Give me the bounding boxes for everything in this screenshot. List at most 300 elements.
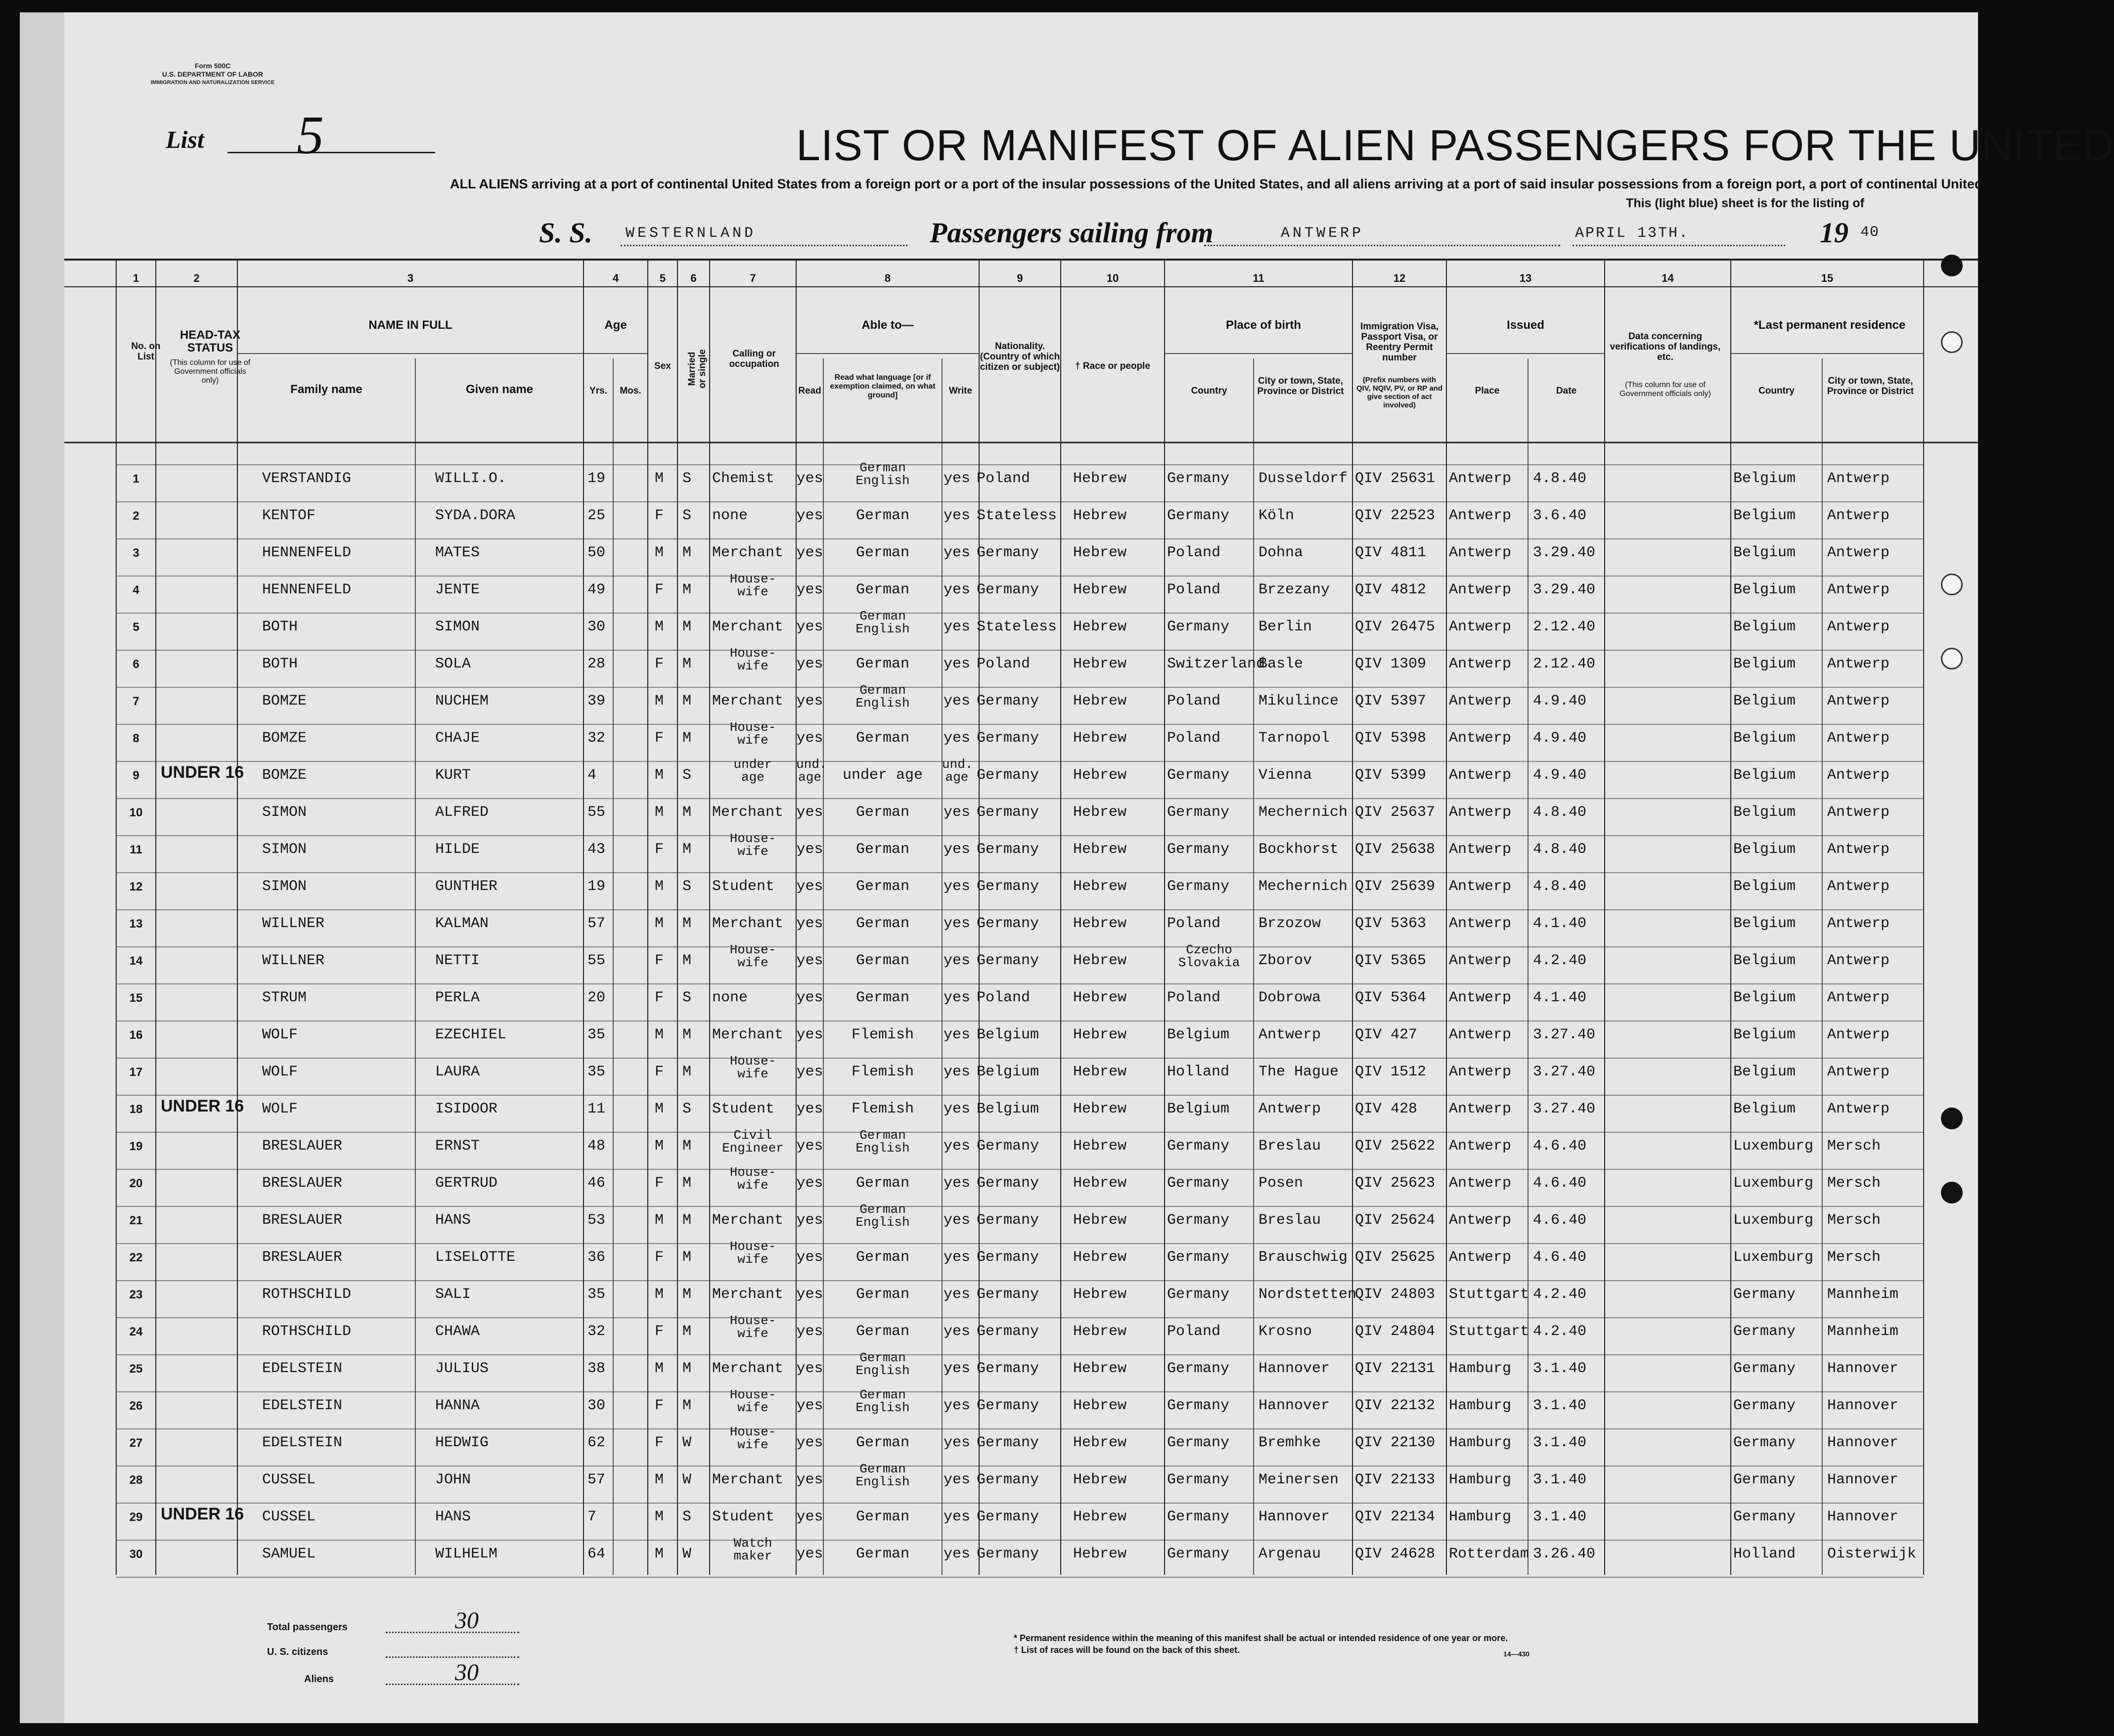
cell-visa: QIV 25631 (1355, 470, 1436, 487)
cell-idate: 2.12.40 (1533, 619, 1596, 635)
binder-hole (1941, 574, 1963, 595)
form-code: 14—430 (1503, 1650, 1529, 1658)
cell-visa: QIV 5364 (1355, 989, 1427, 1006)
cell-visa: QIV 26475 (1355, 619, 1436, 635)
cell-iplace: Antwerp (1449, 1064, 1512, 1080)
cell-tax: UNDER 16 (161, 1097, 244, 1115)
cell-age: 49 (587, 581, 606, 598)
total-aliens: 30 (455, 1659, 479, 1686)
cell-ms: M (682, 1138, 692, 1155)
cell-no: 30 (129, 1548, 143, 1561)
cell-bcity: Krosno (1259, 1323, 1312, 1340)
cell-rcity: Antwerp (1827, 544, 1890, 561)
cell-race: Hebrew (1073, 1064, 1127, 1080)
cell-ms: W (682, 1434, 692, 1451)
cell-ms: M (682, 1360, 692, 1377)
header-issued-place: Place (1475, 386, 1500, 396)
cell-iplace: Antwerp (1449, 1101, 1512, 1117)
cell-write: yes (943, 656, 970, 672)
cell-occ: Merchant (712, 1286, 784, 1303)
cell-lang: German (855, 1175, 910, 1192)
cell-visa: QIV 427 (1355, 1026, 1418, 1043)
cell-age: 35 (587, 1286, 606, 1303)
cell-rcountry: Holland (1733, 1546, 1796, 1562)
cell-family: SIMON (262, 841, 307, 858)
cell-nat: Germany (977, 693, 1039, 710)
cell-given: PERLA (435, 989, 480, 1006)
list-number: 5 (297, 105, 324, 165)
cell-sex: M (655, 878, 664, 895)
cell-family: HENNENFELD (262, 581, 352, 598)
cell-given: JOHN (435, 1471, 471, 1488)
cell-sex: M (655, 544, 664, 561)
cell-race: Hebrew (1073, 804, 1127, 821)
table-row (20, 1239, 1978, 1283)
cell-age: 53 (587, 1212, 606, 1229)
table-row (20, 1098, 1978, 1135)
cell-bcountry: Germany (1167, 1360, 1230, 1377)
aliens-line (386, 1684, 519, 1685)
cell-occ: Student (712, 1101, 775, 1117)
cell-age: 20 (587, 989, 606, 1006)
cell-read: yes (796, 1509, 823, 1525)
table-row (20, 831, 1978, 875)
table-row (20, 801, 1978, 838)
cell-rcity: Mannheim (1827, 1323, 1899, 1340)
cell-given: ISIDOOR (435, 1101, 498, 1117)
cell-bcountry: Germany (1167, 1434, 1230, 1451)
cell-rcountry: Luxemburg (1733, 1212, 1814, 1229)
cell-given: KALMAN (435, 915, 489, 932)
cell-visa: QIV 25637 (1355, 804, 1436, 821)
cell-idate: 4.1.40 (1533, 915, 1587, 932)
cell-bcity: Zborov (1259, 952, 1312, 969)
cell-given: ERNST (435, 1138, 480, 1155)
cell-bcity: Brzozow (1259, 915, 1321, 932)
cell-bcountry: Switzerland (1167, 656, 1265, 672)
cell-age: 55 (587, 952, 606, 969)
cell-ms: S (682, 989, 692, 1006)
cell-read: yes (796, 619, 823, 635)
cell-race: Hebrew (1073, 1026, 1127, 1043)
cell-nat: Poland (977, 470, 1031, 487)
cell-bcity: Mechernich (1259, 878, 1348, 895)
cell-rcity: Antwerp (1827, 841, 1890, 858)
cell-sex: F (655, 581, 664, 598)
cell-visa: QIV 22130 (1355, 1434, 1436, 1451)
header-head-tax: HEAD-TAX STATUS (180, 328, 241, 355)
cell-write: yes (943, 581, 970, 598)
cell-bcountry: Germany (1167, 804, 1230, 821)
page-title: LIST OR MANIFEST OF ALIEN PASSENGERS FOR THE UNITED (796, 121, 2114, 170)
cell-bcountry: Germany (1167, 1471, 1230, 1488)
cell-ms: M (682, 1397, 692, 1414)
cell-visa: QIV 1512 (1355, 1064, 1427, 1080)
table-row (20, 1165, 1978, 1209)
service: IMMIGRATION AND NATURALIZATION SERVICE (150, 80, 275, 86)
cell-race: Hebrew (1073, 1323, 1127, 1340)
cell-read: yes (796, 507, 823, 524)
cell-family: EDELSTEIN (262, 1360, 343, 1377)
cell-nat: Germany (977, 878, 1039, 895)
department: U.S. DEPARTMENT OF LABOR (162, 70, 264, 78)
cell-idate: 4.8.40 (1533, 470, 1587, 487)
cell-visa: QIV 5399 (1355, 767, 1427, 784)
cell-write: yes (943, 952, 970, 969)
cell-nat: Germany (977, 1434, 1039, 1451)
cell-write: yes (943, 1212, 970, 1229)
cell-nat: Germany (977, 544, 1039, 561)
cell-rcity: Mersch (1827, 1212, 1881, 1229)
cell-idate: 3.1.40 (1533, 1397, 1587, 1414)
cell-write: yes (943, 1323, 970, 1340)
table-row (20, 875, 1978, 912)
cell-nat: Belgium (977, 1101, 1039, 1117)
column-number: 15 (1821, 272, 1834, 284)
cell-age: 28 (587, 656, 606, 672)
cell-rcity: Mersch (1827, 1138, 1881, 1155)
cell-rcity: Mannheim (1827, 1286, 1899, 1303)
header-res-city: City or town, State, Province or District (1827, 376, 1914, 397)
cell-read: yes (796, 952, 823, 969)
cell-bcountry: Germany (1167, 1397, 1230, 1414)
cell-bcity: Bockhorst (1259, 841, 1339, 858)
cell-age: 57 (587, 915, 606, 932)
cell-lang: German (855, 581, 910, 598)
cell-bcountry: Germany (1167, 1286, 1230, 1303)
cell-read: yes (796, 544, 823, 561)
cell-lang: German English (855, 1350, 910, 1378)
footnote-races: † List of races will be found on the back of this sheet. (1014, 1645, 1240, 1655)
cell-age: 36 (587, 1249, 606, 1266)
cell-write: yes (943, 693, 970, 710)
cell-bcountry: Germany (1167, 878, 1230, 895)
cell-age: 35 (587, 1064, 606, 1080)
cell-nat: Germany (977, 1175, 1039, 1192)
column-number: 1 (133, 272, 139, 284)
table-row (20, 942, 1978, 986)
cell-family: EDELSTEIN (262, 1397, 343, 1414)
cell-race: Hebrew (1073, 1286, 1127, 1303)
table-row (20, 1506, 1978, 1543)
cell-rcountry: Belgium (1733, 656, 1796, 672)
cell-iplace: Hamburg (1449, 1360, 1512, 1377)
cell-lang: German (855, 656, 910, 672)
cell-age: 32 (587, 730, 606, 747)
cell-rcity: Mersch (1827, 1175, 1881, 1192)
cell-idate: 4.8.40 (1533, 841, 1587, 858)
cell-given: CHAWA (435, 1323, 480, 1340)
cell-no: 9 (133, 769, 139, 782)
cell-visa: QIV 1309 (1355, 656, 1427, 672)
cell-no: 12 (129, 880, 143, 893)
cell-idate: 3.1.40 (1533, 1509, 1587, 1525)
cell-visa: QIV 24628 (1355, 1546, 1436, 1562)
cell-nat: Germany (977, 1323, 1039, 1340)
cell-family: KENTOF (262, 507, 316, 524)
cell-bcountry: Germany (1167, 841, 1230, 858)
cell-iplace: Hamburg (1449, 1471, 1512, 1488)
table-row (20, 1202, 1978, 1246)
cell-iplace: Antwerp (1449, 952, 1512, 969)
cell-iplace: Antwerp (1449, 730, 1512, 747)
cell-lang: German (855, 730, 910, 747)
cell-bcountry: Germany (1167, 470, 1230, 487)
cell-read: yes (796, 1434, 823, 1451)
cell-race: Hebrew (1073, 470, 1127, 487)
table-row (20, 720, 1978, 764)
cell-visa: QIV 22523 (1355, 507, 1436, 524)
sailing-label: Passengers sailing from (930, 217, 1214, 249)
cell-race: Hebrew (1073, 544, 1127, 561)
cell-race: Hebrew (1073, 581, 1127, 598)
cell-occ: House- wife (729, 1054, 776, 1081)
cell-family: WOLF (262, 1101, 298, 1117)
cell-rcountry: Belgium (1733, 507, 1796, 524)
cell-bcountry: Germany (1167, 619, 1230, 635)
cell-no: 14 (129, 954, 143, 968)
header-issued: Issued (1506, 318, 1545, 332)
cell-sex: F (655, 1064, 664, 1080)
cell-no: 27 (129, 1436, 143, 1450)
cell-write: yes (943, 619, 970, 635)
cell-nat: Germany (977, 1249, 1039, 1266)
cell-rcountry: Belgium (1733, 1064, 1796, 1080)
cell-read: yes (796, 915, 823, 932)
cell-lang: Flemish (851, 1064, 914, 1080)
cell-no: 21 (129, 1214, 143, 1227)
cell-occ: under age (733, 757, 772, 785)
cell-ms: M (682, 619, 692, 635)
cell-occ: none (712, 507, 748, 524)
cell-iplace: Antwerp (1449, 693, 1512, 710)
cell-iplace: Antwerp (1449, 1212, 1512, 1229)
cell-iplace: Antwerp (1449, 915, 1512, 932)
list-label: List (166, 126, 204, 153)
cell-bcity: Antwerp (1259, 1101, 1321, 1117)
cell-write: yes (943, 1509, 970, 1525)
cell-family: HENNENFELD (262, 544, 352, 561)
cell-ms: S (682, 767, 692, 784)
cell-given: SALI (435, 1286, 471, 1303)
cell-iplace: Hamburg (1449, 1509, 1512, 1525)
cell-sex: M (655, 1138, 664, 1155)
cell-rcity: Antwerp (1827, 470, 1890, 487)
cell-visa: QIV 5363 (1355, 915, 1427, 932)
header-write: Write (948, 386, 973, 396)
cell-read: yes (796, 1212, 823, 1229)
cell-idate: 4.8.40 (1533, 878, 1587, 895)
cell-bcountry: Germany (1167, 1212, 1230, 1229)
header-no-on-list: No. on List (131, 341, 161, 362)
ship-name: WESTERNLAND (626, 225, 757, 242)
subtitle-line-1: ALL ALIENS arriving at a port of continental United States from a foreign port or a port of the insular possessions of the United States, and all aliens arriving at a port of said insular possessions from a foreign port, a port of continental United (450, 177, 1983, 191)
cell-given: HEDWIG (435, 1434, 489, 1451)
cell-visa: QIV 25638 (1355, 841, 1436, 858)
cell-given: HANS (435, 1212, 471, 1229)
cell-sex: M (655, 1546, 664, 1562)
cell-idate: 3.1.40 (1533, 1360, 1587, 1377)
cell-no: 15 (129, 991, 143, 1005)
cell-rcity: Antwerp (1827, 507, 1890, 524)
cell-rcity: Mersch (1827, 1249, 1881, 1266)
cell-write: yes (943, 878, 970, 895)
cell-rcity: Antwerp (1827, 804, 1890, 821)
cell-family: SAMUEL (262, 1546, 316, 1562)
cell-race: Hebrew (1073, 1509, 1127, 1525)
header-head-tax-note: (This column for use of Government officials only) (170, 358, 251, 385)
header-married: Married or single (687, 349, 708, 389)
cell-visa: QIV 5365 (1355, 952, 1427, 969)
cell-ms: S (682, 1509, 692, 1525)
cell-read: und. age (796, 757, 827, 785)
cell-sex: M (655, 1286, 664, 1303)
cell-no: 5 (133, 621, 139, 634)
cell-age: 43 (587, 841, 606, 858)
cell-idate: 4.8.40 (1533, 804, 1587, 821)
header-mos: Mos. (620, 386, 641, 396)
cell-bcountry: Germany (1167, 1509, 1230, 1525)
header-birth-city: City or town, State, Province or District (1257, 376, 1344, 397)
cell-read: yes (796, 1175, 823, 1192)
cell-bcity: Brauschwig (1259, 1249, 1348, 1266)
cell-read: yes (796, 878, 823, 895)
cell-iplace: Hamburg (1449, 1434, 1512, 1451)
cell-read: yes (796, 989, 823, 1006)
cell-given: EZECHIEL (435, 1026, 507, 1043)
cell-no: 11 (130, 843, 142, 856)
cell-visa: QIV 428 (1355, 1101, 1418, 1117)
cell-idate: 4.6.40 (1533, 1138, 1587, 1155)
cell-write: yes (943, 841, 970, 858)
cell-iplace: Antwerp (1449, 470, 1512, 487)
cell-sex: M (655, 1360, 664, 1377)
table-row (20, 1387, 1978, 1431)
cell-race: Hebrew (1073, 915, 1127, 932)
cell-age: 39 (587, 693, 606, 710)
cell-bcity: Bremhke (1259, 1434, 1321, 1451)
header-calling: Calling or occupation (729, 349, 779, 369)
cell-write: yes (943, 1175, 970, 1192)
cell-given: SIMON (435, 619, 480, 635)
cell-idate: 3.6.40 (1533, 507, 1587, 524)
cell-bcity: Meinersen (1259, 1471, 1339, 1488)
cell-rcountry: Germany (1733, 1360, 1796, 1377)
cell-rcountry: Belgium (1733, 841, 1796, 858)
cell-family: BRESLAUER (262, 1138, 343, 1155)
total-passengers: 30 (455, 1607, 479, 1634)
cell-occ: Chemist (712, 470, 775, 487)
cell-rcountry: Belgium (1733, 989, 1796, 1006)
cell-read: yes (796, 656, 823, 672)
cell-ms: M (682, 693, 692, 710)
cell-given: JULIUS (435, 1360, 489, 1377)
cell-lang: German English (855, 683, 910, 711)
cell-lang: German (855, 878, 910, 895)
cell-race: Hebrew (1073, 952, 1127, 969)
cell-rcountry: Belgium (1733, 544, 1796, 561)
cell-race: Hebrew (1073, 730, 1127, 747)
cell-read: yes (796, 1360, 823, 1377)
cell-given: LISELOTTE (435, 1249, 516, 1266)
cell-lang: German English (855, 609, 910, 636)
cell-race: Hebrew (1073, 1249, 1127, 1266)
cell-bcity: Antwerp (1259, 1026, 1321, 1043)
cell-idate: 4.6.40 (1533, 1175, 1587, 1192)
cell-visa: QIV 22132 (1355, 1397, 1436, 1414)
cell-idate: 2.12.40 (1533, 656, 1596, 672)
cell-visa: QIV 25625 (1355, 1249, 1436, 1266)
cell-age: 32 (587, 1323, 606, 1340)
column-number: 9 (1017, 272, 1023, 284)
cell-age: 64 (587, 1546, 606, 1562)
cell-rcity: Antwerp (1827, 952, 1890, 969)
cell-lang: German (855, 1323, 910, 1340)
cell-idate: 4.2.40 (1533, 952, 1587, 969)
cell-race: Hebrew (1073, 1546, 1127, 1562)
cell-age: 38 (587, 1360, 606, 1377)
cell-idate: 3.1.40 (1533, 1471, 1587, 1488)
cell-occ: Merchant (712, 1212, 784, 1229)
cell-bcity: Dusseldorf (1259, 470, 1348, 487)
cell-rcity: Antwerp (1827, 619, 1890, 635)
cell-sex: F (655, 1397, 664, 1414)
cell-family: EDELSTEIN (262, 1434, 343, 1451)
cell-idate: 4.2.40 (1533, 1286, 1587, 1303)
cell-ms: M (682, 730, 692, 747)
header-age: Age (604, 318, 627, 332)
header-read-language: Read what language [or if exemption claimed, on what ground] (830, 373, 936, 400)
cell-ms: M (682, 804, 692, 821)
cell-lang: German (855, 1249, 910, 1266)
column-number: 14 (1662, 272, 1674, 284)
header-visa-note: (Prefix numbers with QIV, NQIV, PV, or RP and give section of act involved) (1356, 376, 1442, 409)
total-passengers-line (386, 1632, 519, 1633)
table-row (20, 1283, 1978, 1320)
header-verification: Data concerning verifications of landings, etc. (1610, 331, 1721, 362)
table-row (20, 1462, 1978, 1506)
cell-no: 13 (129, 917, 143, 931)
year-prefix: 19 (1820, 217, 1848, 249)
cell-write: und. age (942, 757, 973, 785)
cell-iplace: Antwerp (1449, 581, 1512, 598)
cell-sex: M (655, 1509, 664, 1525)
cell-lang: German (855, 1286, 910, 1303)
cell-rcountry: Luxemburg (1733, 1249, 1814, 1266)
cell-write: yes (943, 544, 970, 561)
cell-race: Hebrew (1073, 507, 1127, 524)
cell-ms: M (682, 1026, 692, 1043)
cell-occ: House- wife (729, 1313, 776, 1341)
cell-family: BRESLAUER (262, 1175, 343, 1192)
cell-idate: 4.6.40 (1533, 1212, 1587, 1229)
cell-visa: QIV 5398 (1355, 730, 1427, 747)
cell-nat: Germany (977, 952, 1039, 969)
cell-no: 19 (129, 1140, 143, 1153)
cell-bcity: Posen (1259, 1175, 1304, 1192)
cell-visa: QIV 5397 (1355, 693, 1427, 710)
cell-bcity: Argenau (1259, 1546, 1321, 1562)
binder-hole (1941, 1182, 1963, 1203)
cell-age: 19 (587, 470, 606, 487)
cell-lang: German (855, 507, 910, 524)
cell-ms: S (682, 878, 692, 895)
cell-visa: QIV 25639 (1355, 878, 1436, 895)
cell-sex: M (655, 804, 664, 821)
cell-ms: M (682, 656, 692, 672)
cell-lang: under age (842, 767, 923, 784)
cell-rcountry: Germany (1733, 1286, 1796, 1303)
